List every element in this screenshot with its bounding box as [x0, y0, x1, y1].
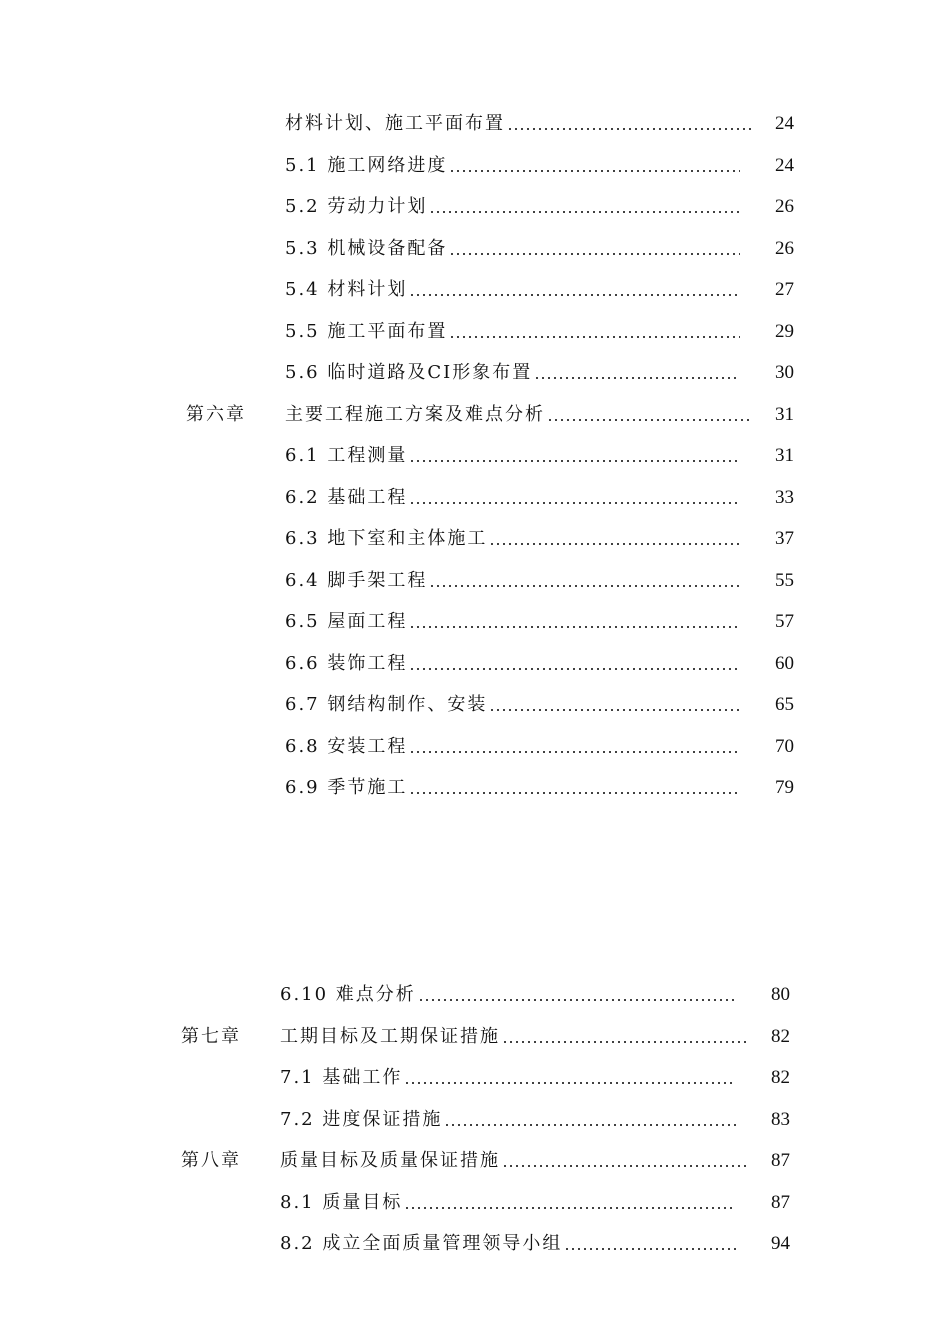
toc-dot-leader: [429, 566, 740, 596]
toc-row: [0, 1146, 950, 1176]
toc-page-number: 79: [775, 777, 794, 798]
toc-entry[interactable]: [280, 1063, 736, 1093]
toc-dot-leader: [489, 524, 740, 554]
toc-entry[interactable]: [285, 773, 740, 803]
toc-entry[interactable]: [280, 1146, 748, 1176]
toc-row: [0, 566, 950, 596]
toc-entry-title: 6.10 难点分析: [280, 984, 416, 1005]
toc-dot-leader: [409, 275, 740, 305]
toc-row: [0, 358, 950, 388]
toc-page-number: 94: [771, 1233, 790, 1254]
toc-dot-leader: [409, 649, 740, 679]
toc-entry-title: 6.5 屋面工程: [285, 611, 408, 632]
toc-row: [0, 1022, 950, 1052]
toc-dot-leader: [404, 1188, 736, 1218]
toc-row: [0, 649, 950, 679]
toc-page-number: 26: [775, 237, 794, 259]
toc-entry[interactable]: [285, 317, 740, 347]
toc-chapter-label: 第七章: [181, 1025, 241, 1047]
toc-row: [0, 109, 950, 139]
toc-entry-title: 8.1 质量目标: [280, 1191, 403, 1213]
toc-row: [0, 1229, 950, 1259]
toc-entry[interactable]: [285, 732, 740, 762]
toc-entry-title: 5.2 劳动力计划: [285, 196, 428, 217]
toc-entry[interactable]: [280, 1188, 736, 1218]
toc-row: [0, 607, 950, 637]
toc-entry-title: 6.7 钢结构制作、安装: [285, 694, 488, 715]
toc-entry-title: 6.3 地下室和主体施工: [285, 528, 488, 549]
toc-row: [0, 234, 950, 264]
toc-row: [0, 980, 950, 1010]
toc-page-number: 31: [775, 445, 794, 466]
toc-entry[interactable]: [285, 483, 740, 513]
toc-entry-title: 5.5 施工平面布置: [285, 320, 448, 342]
toc-row: [0, 317, 950, 347]
toc-entry[interactable]: [285, 358, 740, 388]
toc-row: [0, 441, 950, 471]
toc-page-number: 55: [775, 569, 794, 591]
toc-entry[interactable]: [285, 690, 740, 720]
toc-dot-leader: [502, 1022, 748, 1052]
toc-page-number: 30: [775, 362, 794, 383]
toc-page-number: 24: [775, 113, 794, 134]
toc-dot-leader: [507, 109, 752, 139]
toc-page-number: 70: [775, 735, 794, 757]
toc-entry[interactable]: [285, 151, 740, 181]
toc-entry-title: 8.2 成立全面质量管理领导小组: [280, 1233, 563, 1254]
toc-page-number: 37: [775, 528, 794, 549]
toc-dot-leader: [449, 234, 740, 264]
toc-row: [0, 400, 950, 430]
toc-dot-leader: [429, 192, 740, 222]
toc-entry[interactable]: [285, 566, 740, 596]
toc-dot-leader: [409, 483, 740, 513]
toc-page-number: 65: [775, 694, 794, 715]
toc-page-number: 26: [775, 196, 794, 217]
toc-entry[interactable]: [285, 400, 752, 430]
toc-page-number: 60: [775, 652, 794, 674]
toc-entry-title: 材料计划、施工平面布置: [285, 113, 505, 134]
toc-entry[interactable]: [285, 234, 740, 264]
toc-row: [0, 773, 950, 803]
toc-row: [0, 1188, 950, 1218]
toc-page-number: 82: [771, 1025, 790, 1047]
toc-page-number: 80: [771, 984, 790, 1005]
toc-page-number: 83: [771, 1108, 790, 1130]
toc-page-number: 27: [775, 279, 794, 300]
toc-entry-title: 5.6 临时道路及CI形象布置: [285, 362, 533, 383]
toc-entry-title: 5.1 施工网络进度: [285, 154, 448, 176]
toc-entry[interactable]: [285, 524, 740, 554]
toc-dot-leader: [409, 607, 740, 637]
toc-page-number: 87: [771, 1191, 790, 1213]
toc-row: [0, 1105, 950, 1135]
toc-chapter-label: 第六章: [186, 403, 246, 425]
toc-row: [0, 732, 950, 762]
toc-dot-leader: [564, 1229, 736, 1259]
toc-entry-title: 7.2 进度保证措施: [280, 1108, 443, 1130]
toc-entry[interactable]: [280, 1229, 736, 1259]
toc-dot-leader: [418, 980, 736, 1010]
toc-dot-leader: [444, 1105, 736, 1135]
toc-entry-title: 5.4 材料计划: [285, 279, 408, 300]
toc-row: [0, 524, 950, 554]
toc-entry[interactable]: [280, 1022, 748, 1052]
toc-entry[interactable]: [285, 275, 740, 305]
toc-entry[interactable]: [285, 649, 740, 679]
toc-page-number: 57: [775, 611, 794, 632]
toc-entry-title: 6.4 脚手架工程: [285, 569, 428, 591]
toc-entry-title: 6.6 装饰工程: [285, 652, 408, 674]
toc-entry[interactable]: [280, 980, 736, 1010]
toc-entry[interactable]: [280, 1105, 736, 1135]
toc-dot-leader: [489, 690, 740, 720]
toc-entry-title: 主要工程施工方案及难点分析: [285, 403, 545, 425]
toc-entry[interactable]: [285, 441, 740, 471]
toc-entry-title: 6.8 安装工程: [285, 735, 408, 757]
toc-page-number: 31: [775, 403, 794, 425]
toc-row: [0, 1063, 950, 1093]
toc-row: [0, 483, 950, 513]
toc-row: [0, 151, 950, 181]
toc-dot-leader: [547, 400, 752, 430]
toc-dot-leader: [409, 732, 740, 762]
toc-row: [0, 275, 950, 305]
toc-page-number: 82: [771, 1067, 790, 1088]
toc-entry-title: 5.3 机械设备配备: [285, 237, 448, 259]
toc-dot-leader: [449, 151, 740, 181]
toc-entry[interactable]: [285, 192, 740, 222]
toc-row: [0, 690, 950, 720]
toc-entry[interactable]: [285, 109, 752, 139]
toc-page-number: 87: [771, 1150, 790, 1171]
toc-dot-leader: [409, 441, 740, 471]
toc-entry-title: 质量目标及质量保证措施: [280, 1150, 500, 1171]
toc-entry-title: 7.1 基础工作: [280, 1067, 403, 1088]
toc-entry-title: 6.1 工程测量: [285, 445, 408, 466]
toc-row: [0, 192, 950, 222]
toc-dot-leader: [502, 1146, 748, 1176]
toc-dot-leader: [404, 1063, 736, 1093]
toc-chapter-label: 第八章: [181, 1150, 241, 1171]
toc-entry-title: 6.2 基础工程: [285, 486, 408, 508]
toc-entry[interactable]: [285, 607, 740, 637]
toc-dot-leader: [409, 773, 740, 803]
toc-dot-leader: [534, 358, 740, 388]
toc-page-number: 29: [775, 320, 794, 342]
toc-entry-title: 6.9 季节施工: [285, 777, 408, 798]
toc-page-number: 24: [775, 154, 794, 176]
toc-dot-leader: [449, 317, 740, 347]
toc-page-number: 33: [775, 486, 794, 508]
toc-entry-title: 工期目标及工期保证措施: [280, 1025, 500, 1047]
